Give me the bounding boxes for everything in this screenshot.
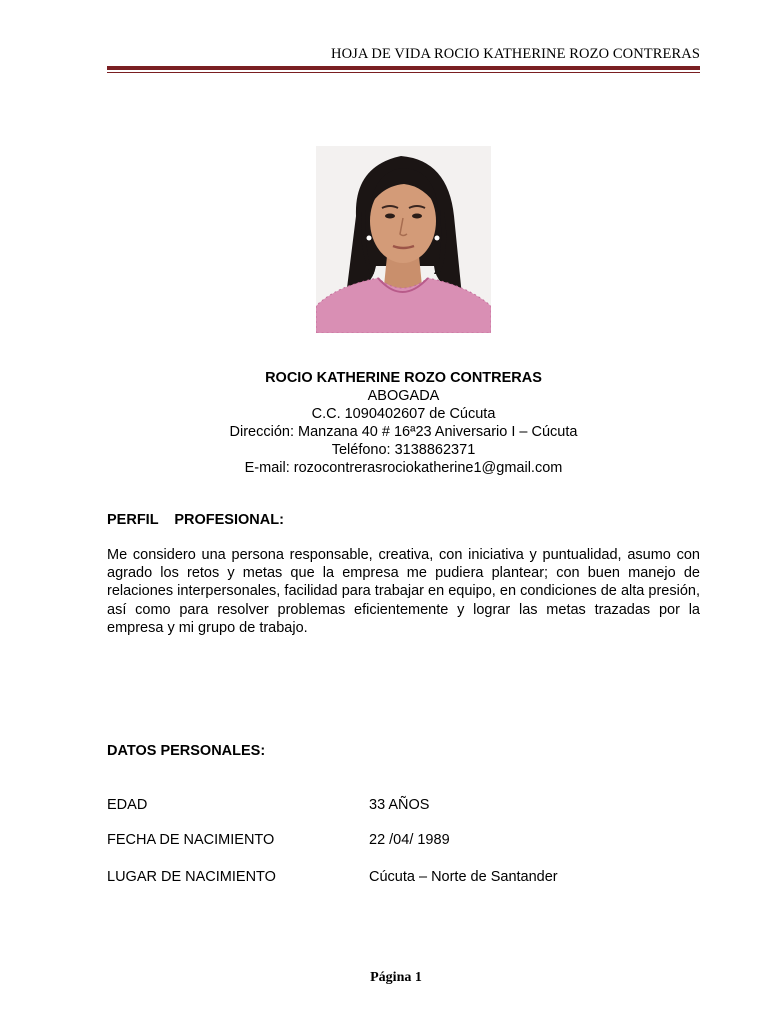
portrait-illustration xyxy=(316,146,491,333)
data-row-lugar-nacimiento xyxy=(107,869,700,889)
data-value: Cúcuta – Norte de Santander xyxy=(369,869,558,885)
address: Dirección: Manzana 40 # 16ª23 Aniversario I – Cúcuta xyxy=(229,424,578,440)
header-rule xyxy=(107,66,700,70)
email: E-mail: rozocontrerasrociokatherine1@gmail.com xyxy=(244,460,563,476)
data-label: FECHA DE NACIMIENTO xyxy=(107,832,275,848)
page-header xyxy=(107,44,700,74)
page-number: Página 1 xyxy=(370,970,422,985)
perfil-text: Me considero una persona responsable, creativa, con iniciativa y puntualidad, asumo con agrado los retos y metas que la empresa me pudiera plantear; con buen manejo de relaciones interpersonales, facilidad para trabajar en equipo, en condiciones de alta presión, así como para resolver problemas eficientemente y lograr las metas trazadas por la empresa y mi grupo de trabajo. xyxy=(107,547,700,636)
phone: Teléfono: 3138862371 xyxy=(331,442,476,458)
identity-block xyxy=(107,369,700,477)
data-value: 22 /04/ 1989 xyxy=(369,832,450,848)
id-number: C.C. 1090402607 de Cúcuta xyxy=(311,406,496,422)
data-row-fecha-nacimiento xyxy=(107,832,700,852)
data-row-edad xyxy=(107,797,700,817)
profile-photo xyxy=(316,146,491,333)
data-value: 33 AÑOS xyxy=(369,797,430,813)
profession: ABOGADA xyxy=(367,388,440,404)
perfil-heading: PERFIL PROFESIONAL: xyxy=(107,512,284,528)
data-label: LUGAR DE NACIMIENTO xyxy=(107,869,276,885)
header-title: HOJA DE VIDA ROCIO KATHERINE ROZO CONTRERAS xyxy=(331,46,700,62)
full-name: ROCIO KATHERINE ROZO CONTRERAS xyxy=(265,370,542,386)
data-label: EDAD xyxy=(107,797,148,813)
datos-heading: DATOS PERSONALES: xyxy=(107,743,266,759)
header-rule-thin xyxy=(107,72,700,73)
